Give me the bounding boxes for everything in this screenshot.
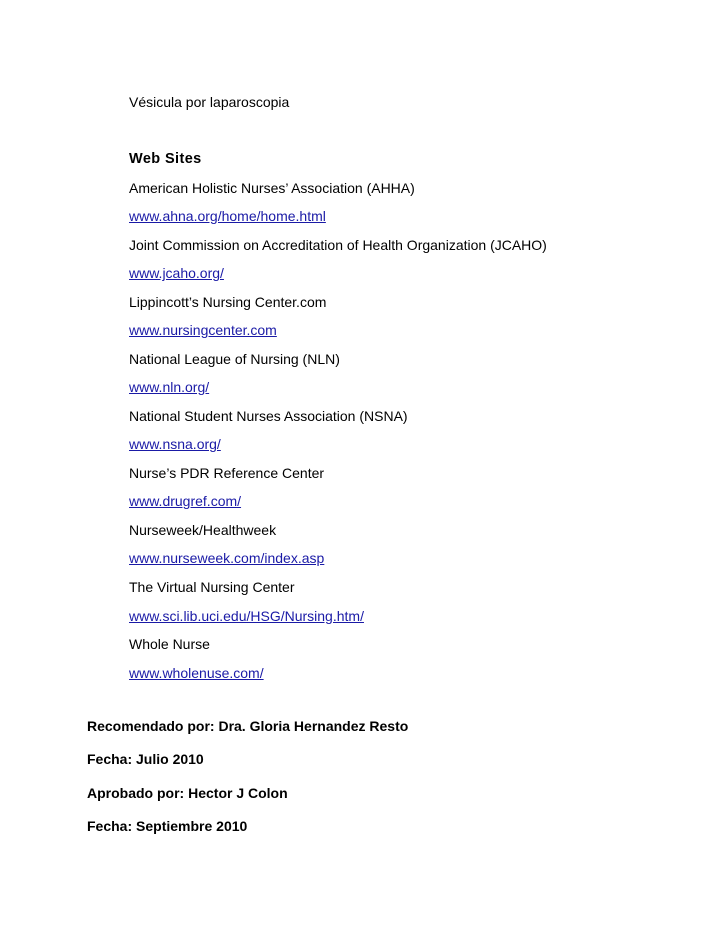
website-link-virtual-nursing[interactable]: www.sci.lib.uci.edu/HSG/Nursing.htm/ [129, 608, 364, 624]
website-link-lippincott[interactable]: www.nursingcenter.com [129, 322, 277, 338]
website-link-ahha[interactable]: www.ahna.org/home/home.html [129, 208, 326, 224]
website-name-nln: National League of Nursing (NLN) [129, 351, 340, 367]
website-link-nurseweek[interactable]: www.nurseweek.com/index.asp [129, 550, 325, 566]
website-name-ahha: American Holistic Nurses’ Association (AHHA) [129, 180, 415, 196]
date-recommended: Fecha: Julio 2010 [87, 751, 204, 767]
procedure-text: Vésicula por laparoscopia [129, 94, 290, 110]
website-link-jcaho[interactable]: www.jcaho.org/ [129, 265, 224, 281]
website-link-nln[interactable]: www.nln.org/ [129, 379, 210, 395]
websites-heading: Web Sites [129, 151, 202, 167]
website-name-lippincott: Lippincott’s Nursing Center.com [129, 294, 327, 310]
website-name-virtual-nursing: The Virtual Nursing Center [129, 579, 295, 595]
website-link-whole-nurse[interactable]: www.wholenuse.com/ [129, 665, 264, 681]
approved-by: Aprobado por: Hector J Colon [87, 785, 288, 801]
website-name-jcaho: Joint Commission on Accreditation of Health Organization (JCAHO) [129, 237, 547, 253]
website-name-whole-nurse: Whole Nurse [129, 636, 210, 652]
website-name-nurseweek: Nurseweek/Healthweek [129, 522, 277, 538]
date-approved: Fecha: Septiembre 2010 [87, 818, 248, 834]
recommended-by: Recomendado por: Dra. Gloria Hernandez Resto [87, 718, 409, 734]
website-name-pdr: Nurse’s PDR Reference Center [129, 465, 325, 481]
website-link-pdr[interactable]: www.drugref.com/ [129, 493, 242, 509]
website-name-nsna: National Student Nurses Association (NSNA) [129, 408, 408, 424]
website-link-nsna[interactable]: www.nsna.org/ [129, 436, 221, 452]
